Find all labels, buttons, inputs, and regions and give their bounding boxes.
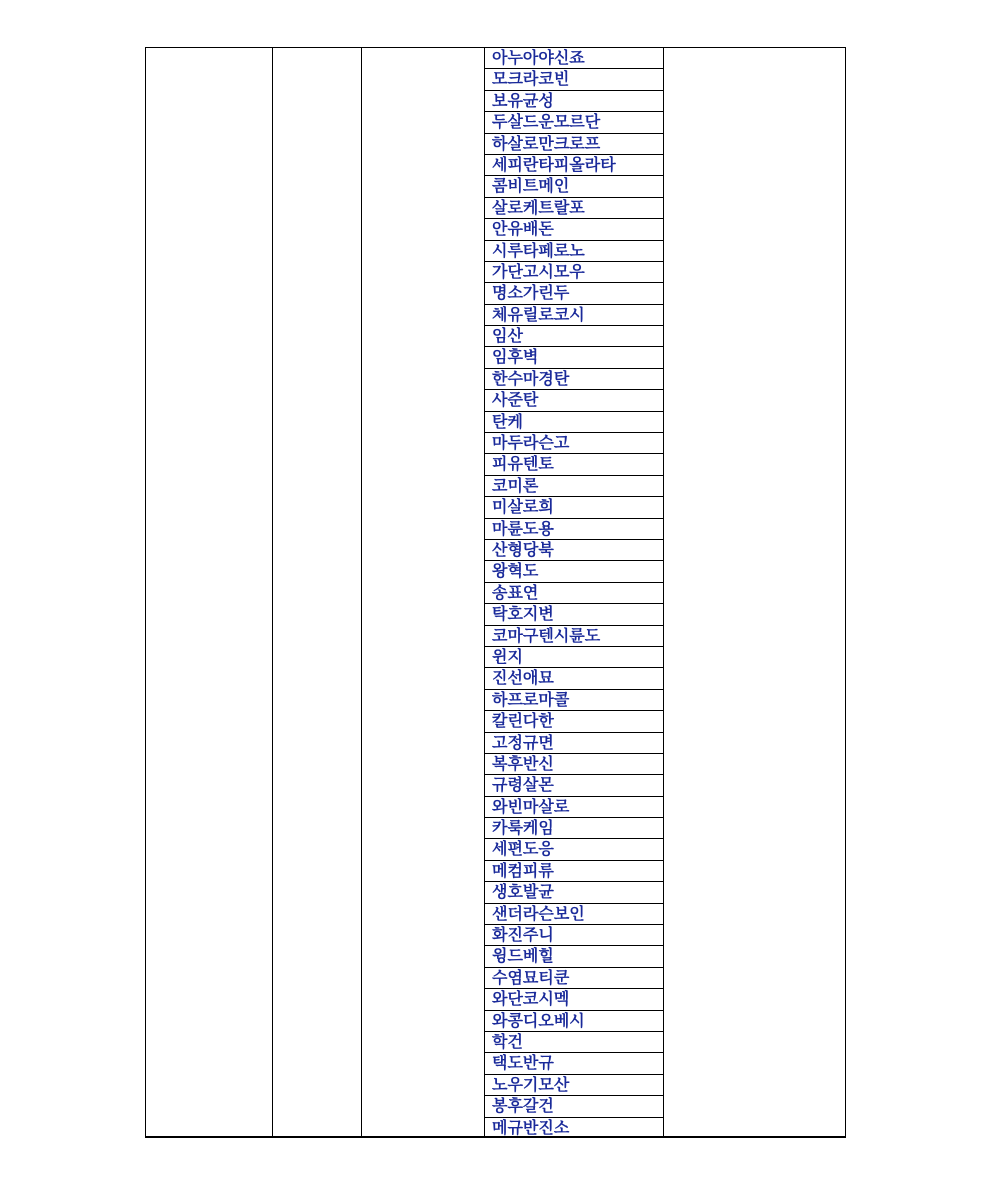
name-cell: 규령살몬: [485, 775, 663, 796]
name-cell: 하살로만크로프: [485, 134, 663, 155]
name-cell: 송표연: [485, 583, 663, 604]
name-cell: 와빈마살로: [485, 797, 663, 818]
name-cell: 임산: [485, 326, 663, 347]
name-cell: 메컴피류: [485, 861, 663, 882]
name-cell: 윈지: [485, 647, 663, 668]
name-cell: 세편도응: [485, 839, 663, 860]
name-cell: 탁호지변: [485, 604, 663, 625]
name-cell: 산형당북: [485, 540, 663, 561]
name-cell: 샌더라슨보인: [485, 904, 663, 925]
name-cell: 고정규면: [485, 733, 663, 754]
name-cell: 세피란타피올라타: [485, 155, 663, 176]
name-cell: 왕혁도: [485, 561, 663, 582]
name-cell: 화진주니: [485, 925, 663, 946]
name-cell: 코미론: [485, 476, 663, 497]
name-cell: 콤비트메인: [485, 176, 663, 197]
name-cell: 학건: [485, 1032, 663, 1053]
column-divider-4: [663, 48, 664, 1136]
name-cell: 가단고시모우: [485, 262, 663, 283]
name-cell: 임후벽: [485, 347, 663, 368]
name-cell: 카룩케임: [485, 818, 663, 839]
name-cell: 살로케트랄포: [485, 198, 663, 219]
name-cell: 보유균성: [485, 91, 663, 112]
name-cell: 마두라슨고: [485, 433, 663, 454]
name-cell: 칼린다한: [485, 711, 663, 732]
name-cell: 택도반규: [485, 1053, 663, 1074]
name-cell: 사준탄: [485, 390, 663, 411]
name-cell: 윙드베힐: [485, 946, 663, 967]
name-cell: 코마구텐시륜도: [485, 626, 663, 647]
name-cell: 봉후갈건: [485, 1096, 663, 1117]
name-list: [485, 48, 663, 1139]
name-cell: 아누아야신죠: [485, 48, 663, 69]
column-divider-1: [272, 48, 273, 1136]
name-cell: 한수마경탄: [485, 369, 663, 390]
name-cell: 와단코시멕: [485, 989, 663, 1010]
name-cell: 시루타페로노: [485, 241, 663, 262]
name-cell: 노우기모산: [485, 1075, 663, 1096]
name-cell: 생호발균: [485, 882, 663, 903]
name-cell: 수염묘티쿤: [485, 968, 663, 989]
name-cell: 명소가린두: [485, 283, 663, 304]
name-cell: 와콩디오베시: [485, 1011, 663, 1032]
name-cell: 미살로희: [485, 497, 663, 518]
name-cell: 마륜도용: [485, 519, 663, 540]
name-cell: 두살드운모르단: [485, 112, 663, 133]
name-cell: 체유릴로코시: [485, 305, 663, 326]
column-divider-2: [361, 48, 362, 1136]
name-cell: 안유배돈: [485, 219, 663, 240]
name-cell: 진선애묘: [485, 668, 663, 689]
name-cell: 하프로마콜: [485, 690, 663, 711]
name-cell: 모크라코빈: [485, 69, 663, 90]
name-cell: 복후반신: [485, 754, 663, 775]
name-cell: 탄케: [485, 412, 663, 433]
name-cell: 메규반진소: [492, 1117, 570, 1137]
name-cell: 피유텐토: [485, 454, 663, 475]
document-table: [145, 47, 846, 1138]
